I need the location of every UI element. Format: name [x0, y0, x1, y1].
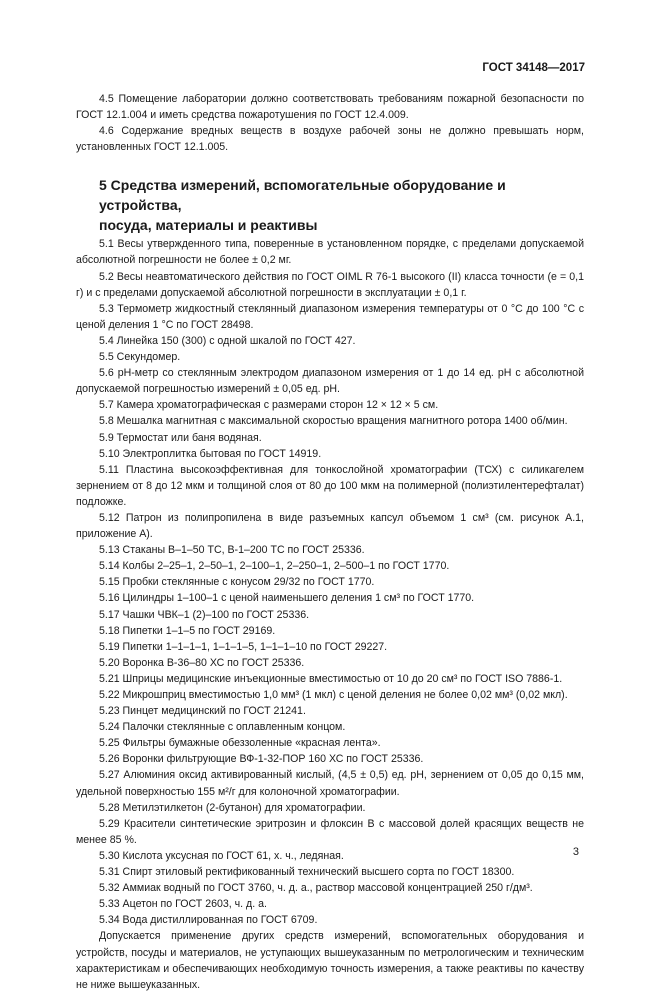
list-item: 5.27 Алюминия оксид активированный кислый, (4,5 ± 0,5) ед. pH, зернением от 0,05 до 0,15 мм, удельной поверхностью 155 м²/г для колоночной хроматографии.: [76, 769, 584, 798]
list-item: 5.18 Пипетки 1–1–5 по ГОСТ 29169.: [99, 624, 276, 637]
list-item: 5.13 Стаканы В–1–50 ТС, В-1–200 ТС по ГОСТ 25336.: [99, 544, 365, 557]
list-item: 5.12 Патрон из полипропилена в виде разъемных капсул объемом 1 см³ (см. рисунок А.1, приложение А).: [76, 511, 584, 541]
document-code: ГОСТ 34148—2017: [482, 62, 585, 74]
list-item: 5.3 Термометр жидкостный стеклянный диапазоном измерения температуры от 0 °С до 100 °С с ценой деления 1 °С по ГОСТ 28498.: [76, 302, 584, 331]
list-item: 5.30 Кислота уксусная по ГОСТ 61, х. ч., ледяная.: [99, 849, 344, 862]
list-item: 5.21 Шприцы медицинские инъекционные вместимостью от 10 до 20 см³ по ГОСТ ISO 7886-1.: [99, 672, 563, 685]
list-item: 5.8 Мешалка магнитная с максимальной скоростью вращения магнитного ротора 1400 об/мин.: [99, 415, 568, 428]
list-item: 5.28 Метилэтилкетон (2-бутанон) для хроматографии.: [99, 801, 366, 814]
list-item: 5.15 Пробки стеклянные с конусом 29/32 по ГОСТ 1770.: [99, 576, 375, 589]
list-item: 5.31 Спирт этиловый ректификованный технический высшего сорта по ГОСТ 18300.: [99, 866, 515, 879]
list-item: 5.14 Колбы 2–25–1, 2–50–1, 2–100–1, 2–250–1, 2–500–1 по ГОСТ 1770.: [99, 560, 450, 573]
list-item: 5.11 Пластина высокоэффективная для тонкослойной хроматографии (ТСХ) с силикагелем зернением от 8 до 12 мкм и толщиной слоя от 80 до 100 мкм на полимерной (полиэтилентерефталат) подложке.: [76, 463, 584, 508]
paragraph-4-5: 4.5 Помещение лаборатории должно соответствовать требованиям пожарной безопасности по ГОСТ 12.1.004 и иметь средства пожаротушения по ГОСТ 12.4.009.: [76, 93, 584, 122]
list-item: 5.7 Камера хроматографическая с размерами сторон 12 × 12 × 5 см.: [99, 399, 439, 412]
page-content: [76, 91, 584, 993]
list-item: 5.24 Палочки стеклянные с оплавленным концом.: [99, 721, 346, 734]
list-item: 5.23 Пинцет медицинский по ГОСТ 21241.: [99, 705, 306, 718]
section-title: 5 Средства измерений, вспомогательные оборудование и устройства, посуда, материалы и реактивы: [99, 177, 506, 234]
list-item: 5.5 Секундомер.: [99, 351, 181, 364]
paragraph-4-6: 4.6 Содержание вредных веществ в воздухе рабочей зоны не должно превышать норм, установленных ГОСТ 12.1.005.: [76, 125, 584, 154]
list-item: 5.26 Воронки фильтрующие ВФ-1-32-ПОР 160 ХС по ГОСТ 25336.: [99, 753, 424, 766]
closing-paragraph: Допускается применение других средств измерений, вспомогательных оборудования и устройств, посуды и материалов, не уступающих вышеуказанным по метрологическим и техническим характеристикам и обеспечивающих необходимую точность измерения, а также реактивы по качеству не ниже вышеуказанных.: [76, 930, 584, 991]
section-items: [76, 236, 584, 928]
list-item: 5.19 Пипетки 1–1–1–1, 1–1–1–5, 1–1–1–10 по ГОСТ 29227.: [99, 640, 388, 653]
list-item: 5.34 Вода дистиллированная по ГОСТ 6709.: [99, 914, 318, 927]
list-item: 5.1 Весы утвержденного типа, поверенные в установленном порядке, с пределами допускаемой абсолютной погрешности не более ± 0,2 мг.: [76, 238, 584, 267]
list-item: 5.29 Красители синтетические эритрозин и флоксин В с массовой долей красящих веществ не менее 85 %.: [76, 817, 584, 846]
list-item: 5.32 Аммиак водный по ГОСТ 3760, ч. д. а., раствор массовой концентрацией 250 г/дм³.: [99, 882, 533, 895]
list-item: 5.25 Фильтры бумажные обеззоленные «красная лента».: [99, 737, 381, 750]
list-item: 5.17 Чашки ЧВК–1 (2)–100 по ГОСТ 25336.: [99, 608, 310, 621]
list-item: 5.22 Микрошприц вместимостью 1,0 мм³ (1 мкл) с ценой деления не более 0,02 мм³ (0,02 мкл).: [99, 689, 568, 701]
list-item: 5.10 Электроплитка бытовая по ГОСТ 14919.: [99, 447, 322, 460]
list-item: 5.9 Термостат или баня водяная.: [99, 431, 262, 444]
list-item: 5.33 Ацетон по ГОСТ 2603, ч. д. а.: [99, 898, 267, 911]
list-item: 5.16 Цилиндры 1–100–1 с ценой наименьшего деления 1 см³ по ГОСТ 1770.: [99, 592, 475, 605]
list-item: 5.2 Весы неавтоматического действия по ГОСТ OIML R 76-1 высокого (II) класса точности (е = 0,1 г) и с пределами допускаемой абсолютной погрешности в эксплуатации ± 0,1 г.: [76, 270, 584, 299]
list-item: 5.20 Воронка В-36–80 ХС по ГОСТ 25336.: [99, 656, 305, 669]
list-item: 5.4 Линейка 150 (300) с одной шкалой по ГОСТ 427.: [99, 334, 356, 347]
list-item: 5.6 pH-метр со стеклянным электродом диапазоном измерения от 1 до 14 ед. pH с абсолютной допускаемой погрешностью измерений ± 0,05 ед. pH.: [76, 367, 584, 396]
page-number: 3: [572, 846, 579, 858]
